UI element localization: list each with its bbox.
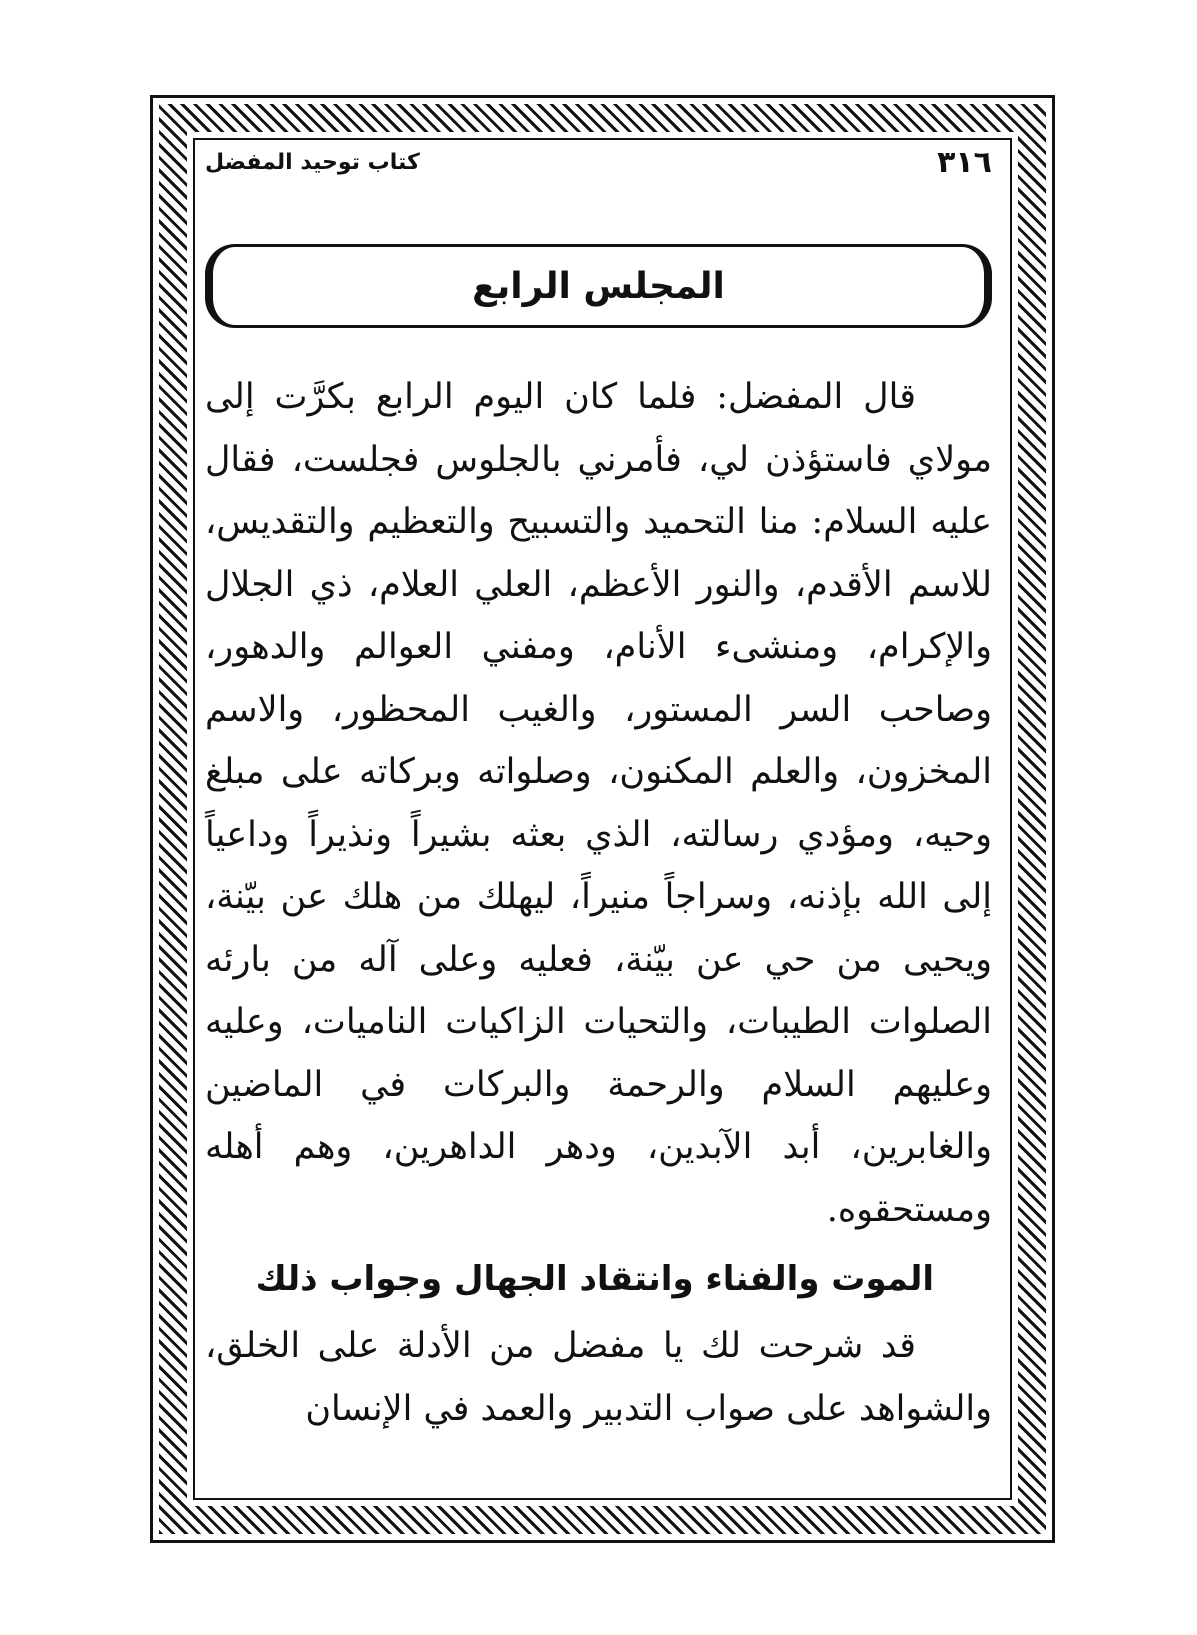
running-head [205,132,992,192]
chapter-title: المجلس الرابع [472,265,725,307]
page-content [205,120,992,1440]
page-number: ٣١٦ [937,144,992,180]
book-title: كتاب توحيد المفضل [205,149,420,175]
section-heading: الموت والفناء وانتقاد الجهال وجواب ذلك [255,1259,934,1299]
chapter-title-box [205,244,992,328]
body-text [205,366,992,1440]
paragraph: قد شرحت لك يا مفضل من الأدلة على الخلق، والشواهد على صواب التدبير والعمد في الإنسان [205,1326,992,1429]
paragraph: قال المفضل: فلما كان اليوم الرابع بكرَّت إلى مولاي فاستؤذن لي، فأمرني بالجلوس فجلست، فقال عليه السلام: منا التحميد والتسبيح والتعظيم والتقديس، للاسم الأقدم، والنور الأعظم، العلي العلام، ذي الجلال والإكرام، ومنشىء الأنام، ومفني العوالم والدهور، وصاحب السر المستور، والغيب المحظور، والاسم المخزون، والعلم المكنون، وصلواته وبركاته على مبلغ وحيه، ومؤدي رسالته، الذي بعثه بشيراً ونذيراً وداعياً إلى الله بإذنه، وسراجاً منيراً، ليهلك من هلك عن بيّنة، ويحيى من حي عن بيّنة، فعليه وعلى آله من بارئه الصلوات الطيبات، والتحيات الزاكيات الناميات، وعليه وعليهم السلام والرحمة والبركات في الماضين والغابرين، أبد الآبدين، ودهر الداهرين، وهم أهله ومستحقوه. [205,377,992,1230]
